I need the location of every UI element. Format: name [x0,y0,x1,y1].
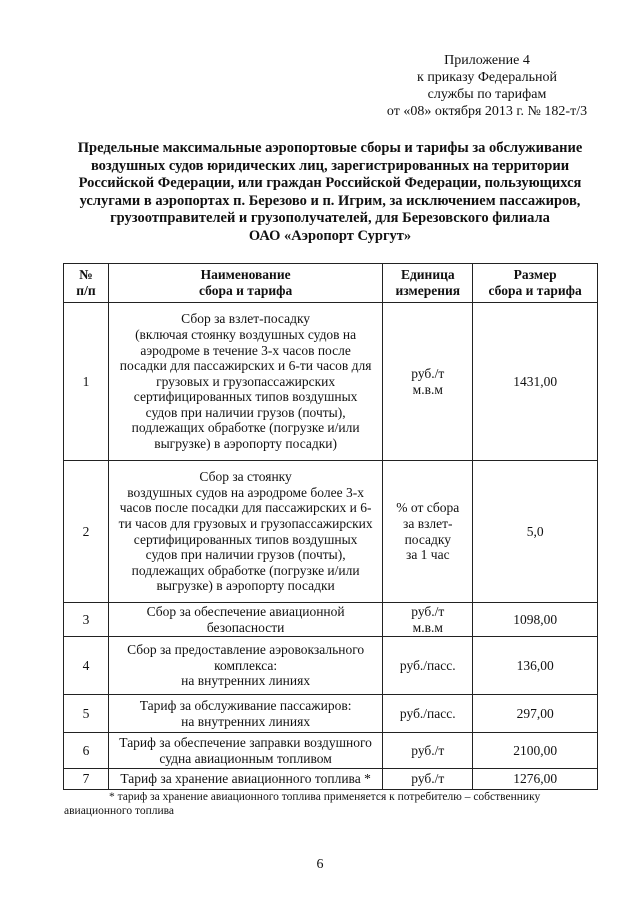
header-line: измерения [395,283,461,298]
name-line: сертифицированных типов воздушных [133,531,358,547]
footnote-line: * тариф за хранение авиационного топлива применяется к потребителю – собственнику [109,791,541,803]
footnote-line: авиационного топлива [64,805,175,817]
row-number: 2 [64,461,109,603]
name-line: безопасности [206,619,285,635]
name-line: Сбор за обеспечение авиационной [146,603,345,619]
tariff-table [63,263,598,790]
appendix-line: к приказу Федеральной [417,70,557,85]
row-number: 7 [64,769,109,790]
name-line: Тариф за хранение авиационного топлива * [120,771,371,787]
row-unit [383,695,473,733]
row-name [108,637,382,695]
footnote [64,790,604,818]
row-value: 2100,00 [473,733,598,769]
row-name [108,603,382,637]
name-line: часов после посадки для пассажирских и 6- [119,500,372,516]
header-line: сбора и тарифа [199,283,293,298]
title-line: Предельные максимальные аэропортовые сборы и тарифы за обслуживание [77,140,583,156]
row-value: 1276,00 [473,769,598,790]
name-line: комплекса: [214,657,278,673]
document-title [40,140,620,246]
unit-line: % от сбора [396,500,460,516]
row-name [108,303,382,461]
table-row [64,461,598,603]
row-unit [383,733,473,769]
header-name [108,264,382,303]
name-line: аэродроме в течение 3-х часов после [140,342,351,358]
row-value: 136,00 [473,637,598,695]
row-number: 4 [64,637,109,695]
unit-line: м.в.м [412,619,443,635]
appendix-line: службы по тарифам [427,87,547,102]
table-row [64,303,598,461]
table-row [64,695,598,733]
name-line: посадки для пассажирских и 6-ти часов для [119,358,372,374]
unit-line: руб./т [411,742,445,758]
title-line: ОАО «Аэропорт Сургут» [248,227,412,244]
title-line: услугами в аэропортах п. Березово и п. Игрим, за исключением пассажиров, [79,192,581,209]
header-line: № [79,267,93,283]
row-value: 5,0 [473,461,598,603]
header-value [473,264,598,303]
name-line: на внутренних линиях [181,713,311,729]
unit-line: посадку [404,531,452,547]
row-name [108,695,382,733]
header-line: Единица [400,267,455,283]
table-header-row [64,264,598,303]
appendix-header [372,52,602,120]
name-line: судна авиационным топливом [159,750,332,766]
name-line: выгрузке) в аэропорту посадки) [154,436,337,452]
row-name [108,461,382,603]
row-unit [383,303,473,461]
row-name [108,769,382,790]
row-unit [383,603,473,637]
name-line: подлежащих обработке (погрузке и/или [131,420,360,436]
name-line: грузовых и грузопассажирских [156,373,336,389]
unit-line: руб./пасс. [399,657,456,673]
name-line: на внутренних линиях [181,673,311,689]
name-line: Сбор за стоянку [199,469,292,485]
header-number [64,264,109,303]
name-line: ти часов для грузовых и грузопассажирских [118,515,373,531]
header-line: сбора и тарифа [488,283,582,298]
unit-line: м.в.м [412,381,443,397]
table-row [64,637,598,695]
name-line: судов при наличии грузов (почты), [145,404,346,420]
table-row [64,603,598,637]
row-name [108,733,382,769]
row-number: 3 [64,603,109,637]
name-line: Тариф за обеспечение заправки воздушного [119,734,372,750]
appendix-line: от «08» октября 2013 г. № 182-т/3 [386,104,588,119]
name-line: Сбор за предоставление аэровокзального [127,642,365,658]
name-line: судов при наличии грузов (почты), [145,547,346,563]
name-line: выгрузке) в аэропорту посадки [156,578,335,594]
title-line: Российской Федерации, или граждан Российской Федерации, пользующихся [78,175,582,192]
title-line: грузоотправителей и грузополучателей, для Березовского филиала [110,210,550,227]
row-unit [383,461,473,603]
row-value: 297,00 [473,695,598,733]
header-line: Размер [513,267,557,283]
name-line: сертифицированных типов воздушных [133,389,358,405]
row-unit [383,769,473,790]
header-line: Наименование [200,267,291,283]
title-line: воздушных судов юридических лиц, зарегистрированных на территории [90,157,570,174]
row-unit [383,637,473,695]
unit-line: руб./пасс. [399,705,456,721]
name-line: воздушных судов на аэродроме более 3-х [127,484,364,500]
page-number: 6 [316,857,324,872]
unit-line: за 1 час [405,547,450,563]
unit-line: руб./т [411,603,445,619]
name-line: (включая стоянку воздушных судов на [135,326,357,342]
header-line: п/п [76,283,96,298]
unit-line: за взлет- [403,515,453,531]
header-unit [383,264,473,303]
row-number: 5 [64,695,109,733]
name-line: Сбор за взлет-посадку [181,311,311,327]
row-number: 1 [64,303,109,461]
table-row [64,733,598,769]
name-line: подлежащих обработке (погрузке и/или [131,562,360,578]
unit-line: руб./т [411,771,445,787]
appendix-line: Приложение 4 [444,53,530,68]
table-row [64,769,598,790]
row-number: 6 [64,733,109,769]
row-value: 1431,00 [473,303,598,461]
row-value: 1098,00 [473,603,598,637]
name-line: Тариф за обслуживание пассажиров: [139,697,352,713]
unit-line: руб./т [411,365,445,381]
